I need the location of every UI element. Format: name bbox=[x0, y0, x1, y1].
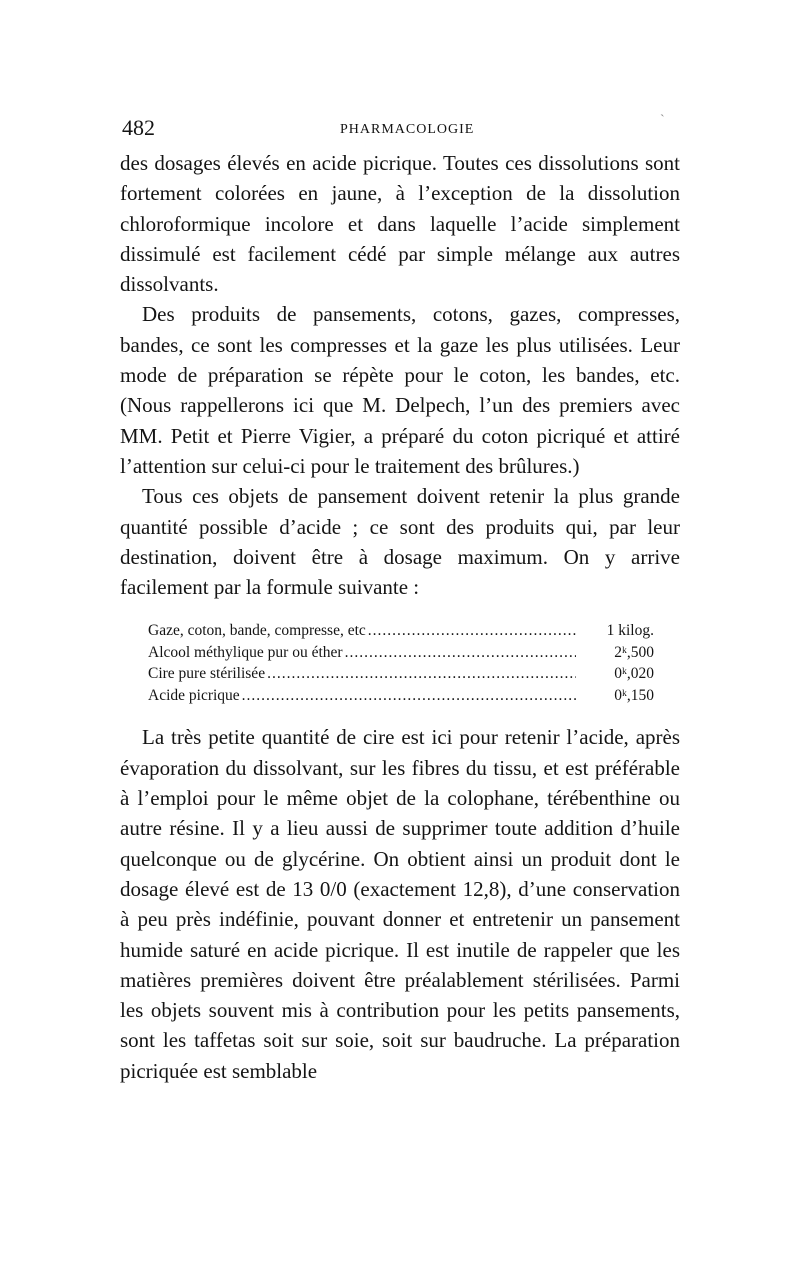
leader-dots bbox=[345, 642, 576, 664]
leader-dots bbox=[368, 620, 576, 642]
formula-quantity: 0ᵏ,020 bbox=[614, 665, 654, 683]
paragraph-wax-explanation: La très petite quantité de cire est ici pour retenir l’acide, après évaporation du dissolvant, sur les fibres du tissu, et est préférable à l’emploi pour le même objet de la colophane, térébenthine ou autre résine. Il y a lieu aussi de supprimer toute addition d’huile quelconque ou de glycérine. On obtient ainsi un produit dont le dosage élevé est de 13 0/0 (exactement 12,8), d’une conservation à peu près indéfinie, pouvant donner et entretenir un pansement humide saturé en acide picrique. Il est inutile de rappeler que les matières premières doivent être préalablement stérilisées. Parmi les objets souvent mis à contribution pour les petits pansements, sont les taffetas soit sur soie, soit sur baudruche. La préparation picriquée est semblable bbox=[120, 725, 680, 1083]
formula-row bbox=[148, 620, 654, 642]
formula-row bbox=[148, 685, 654, 707]
page-header bbox=[122, 112, 680, 144]
formula-row bbox=[148, 642, 654, 664]
formula-row bbox=[148, 663, 654, 685]
paragraph-formula-intro: Tous ces objets de pansement doivent retenir la plus grande quantité possible d’acide ; ce sont des produits qui, par leur destination, doivent être à dosage maximum. On y arrive facilement par la formule suivante : bbox=[120, 484, 680, 600]
body-text bbox=[120, 148, 680, 1086]
formula-ingredient: Gaze, coton, bande, compresse, etc bbox=[148, 622, 366, 640]
leader-dots bbox=[267, 663, 576, 685]
paragraph-continuation: des dosages élevés en acide picrique. Toutes ces dissolutions sont fortement colorées en jaune, à l’exception de la dissolution chloroformique incolore et dans laquelle l’acide simplement dissimulé est facilement cédé par simple mélange aux autres dissolvants. bbox=[120, 151, 680, 297]
formula-table bbox=[148, 620, 654, 706]
corner-mark: ` bbox=[660, 113, 665, 128]
formula-ingredient: Acide picrique bbox=[148, 686, 240, 704]
formula-quantity: 0ᵏ,150 bbox=[614, 686, 654, 704]
formula-ingredient: Cire pure stérilisée bbox=[148, 665, 266, 683]
running-title: PHARMACOLOGIE bbox=[340, 122, 475, 137]
leader-dots bbox=[242, 685, 576, 707]
paragraph-dressings: Des produits de pansements, cotons, gazes, compresses, bandes, ce sont les compresses et la gaze les plus utilisées. Leur mode de préparation se répète pour le coton, les bandes, etc. (Nous rappellerons ici que M. Delpech, l’un des premiers avec MM. Petit et Pierre Vigier, a préparé du coton picriqué et attiré l’attention sur celui-ci pour le traitement des brûlures.) bbox=[120, 302, 680, 478]
formula-quantity: 2ᵏ,500 bbox=[614, 643, 654, 661]
formula-ingredient: Alcool méthylique pur ou éther bbox=[148, 643, 343, 661]
formula-quantity: 1 kilog. bbox=[606, 622, 654, 640]
page-number: 482 bbox=[122, 115, 155, 140]
